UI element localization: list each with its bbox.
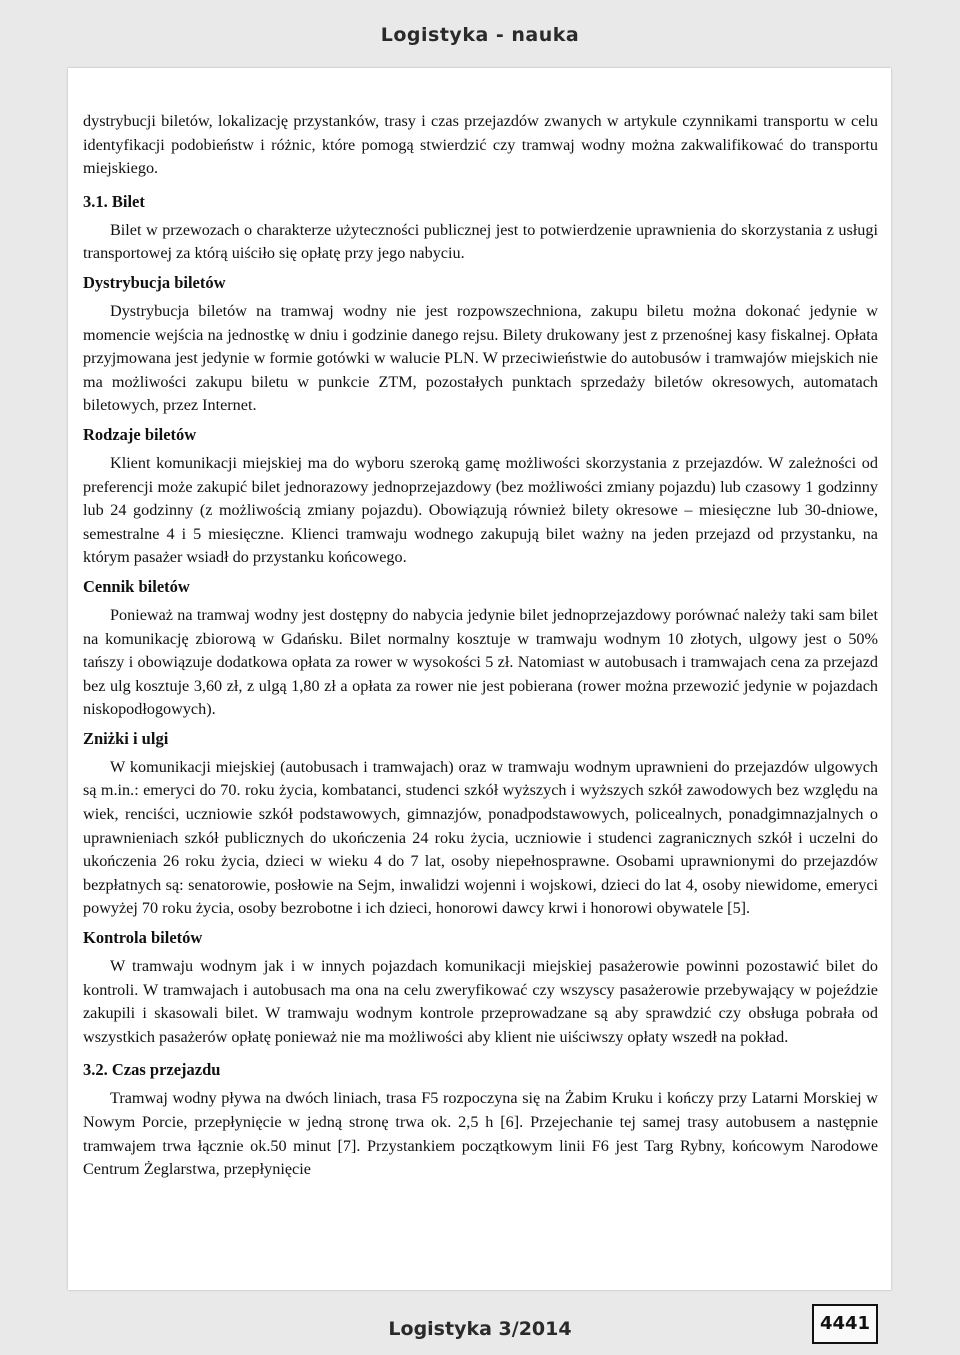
article-body	[83, 110, 878, 1182]
paragraph-bilet: Bilet w przewozach o charakterze użyteczności publicznej jest to potwierdzenie uprawnienia do skorzystania z usługi transportowej za którą uiściło się opłatę przy jego nabyciu.	[83, 220, 878, 263]
paragraph-kontrola: W tramwaju wodnym jak i w innych pojazdach komunikacji miejskiej pasażerowie powinni pozostawić bilet do kontroli. W tramwajach i autobusach ma ona na celu zweryfikować czy wszyscy pasażerowie przebywający w pojeździe zakupili i skasowali bilet. W tramwaju wodnym kontrole przeprowadzane są aby sprawdzić czy obsługa pobrała od wszystkich pasażerów opłatę ponieważ nie ma możliwości aby klient nie uiściwszy opłaty wszedł na pokład.	[83, 957, 878, 1046]
page-number-box: 4441	[812, 1304, 878, 1344]
paragraph-czas: Tramwaj wodny pływa na dwóch liniach, trasa F5 rozpoczyna się na Żabim Kruku i kończy przy Latarni Morskiej w Nowym Porcie, przepłynięcie w jedną stronę trwa ok. 2,5 h [6]. Przejechanie tej samej trasy autobusem a następnie tramwajem trwa łącznie ok.50 minut [7]. Przystankiem początkowym linii F6 jest Targ Rybny, końcowym Narodowe Centrum Żeglarstwa, przepłynięcie	[83, 1089, 878, 1179]
journal-footer: Logistyka 3/2014	[388, 1318, 572, 1340]
intro-paragraph: dystrybucji biletów, lokalizację przystanków, trasy i czas przejazdów zwanych w artykule czynnikami transportu w celu identyfikacji podobieństw i różnic, które pomogą stwierdzić czy tramwaj wodny można zakwalifikować do transportu miejskiego.	[83, 112, 878, 178]
paragraph-znizki: W komunikacji miejskiej (autobusach i tramwajach) oraz w tramwaju wodnym uprawnieni do przejazdów ulgowych są m.in.: emeryci do 70. roku życia, kombatanci, studenci szkół wyższych i wyższych szkół zawodowych bez względu na wiek, renciści, uczniowie szkół podstawowych, gimnazjów, ponadpodstawowych, policealnych, ponadgimnazjalnych o uprawnieniach szkół publicznych do ukończenia 24 roku życia, uczniowie i studenci zagranicznych szkół i uczelni do ukończenia 26 roku życia, dzieci w wieku 4 do 7 lat, osoby niepełnosprawne. Osobami uprawnionymi do przejazdów bezpłatnych są: senatorowie, posłowie na Sejm, inwalidzi wojenni i wojskowi, dzieci do lat 4, osoby niewidome, emeryci powyżej 70 roku życia, osoby bezrobotne i ich dzieci, honorowi dawcy krwi i honorowi obywatele [5].	[83, 757, 878, 918]
subheading-rodzaje: Rodzaje biletów	[83, 424, 197, 444]
paragraph-rodzaje: Klient komunikacji miejskiej ma do wyboru szeroką gamę możliwości skorzystania z przejazdów. W zależności od preferencji może zakupić bilet jednorazowy jednoprzejazdowy (bez możliwości zmiany pojazdu) lub czasowy 1 godzinny lub 24 godzinny (z możliwością zmiany pojazdu). Obowiązują również bilety okresowe – miesięczne lub 30-dniowe, semestralne 4 i 5 miesięczne. Klienci tramwaju wodnego zakupują bilet ważny na jeden przejazd od przystanku, na którym pasażer wsiadł do przystanku końcowego.	[83, 453, 878, 567]
section-heading-bilet: 3.1. Bilet	[83, 191, 145, 211]
section-heading-czas: 3.2. Czas przejazdu	[83, 1060, 221, 1080]
subheading-kontrola: Kontrola biletów	[83, 928, 203, 948]
subheading-znizki: Zniżki i ulgi	[83, 728, 169, 748]
subheading-dystrybucja: Dystrybucja biletów	[83, 272, 226, 292]
running-header: Logistyka - nauka	[380, 24, 580, 46]
subheading-cennik: Cennik biletów	[83, 576, 190, 596]
paragraph-cennik: Ponieważ na tramwaj wodny jest dostępny do nabycia jedynie bilet jednoprzejazdowy porównać należy taki sam bilet na komunikację zbiorową w Gdańsku. Bilet normalny kosztuje w tramwaju wodnym 10 złotych, ulgowy jest o 50% tańszy i obowiązuje dodatkowa opłata za rower w wysokości 5 zł. Natomiast w autobusach i tramwajach cena za przejazd bez ulg kosztuje 3,60 zł, z ulgą 1,80 zł a opłata za rower nie jest pobierana (rower można przewozić jedynie w pojazdach niskopodłogowych).	[83, 605, 878, 719]
paragraph-dystrybucja: Dystrybucja biletów na tramwaj wodny nie jest rozpowszechniona, zakupu biletu można dokonać jedynie w momencie wejścia na jednostkę w dniu i godzinie danego rejsu. Bilety drukowany jest z przenośnej kasy fiskalnej. Opłata przyjmowana jest jedynie w formie gotówki w walucie PLN. W przeciwieństwie do autobusów i tramwajów miejskich nie ma możliwości zakupu biletu w punkcie ZTM, pozostałych punktach sprzedaży biletów okresowych, automatach biletowych, przez Internet.	[83, 301, 878, 415]
